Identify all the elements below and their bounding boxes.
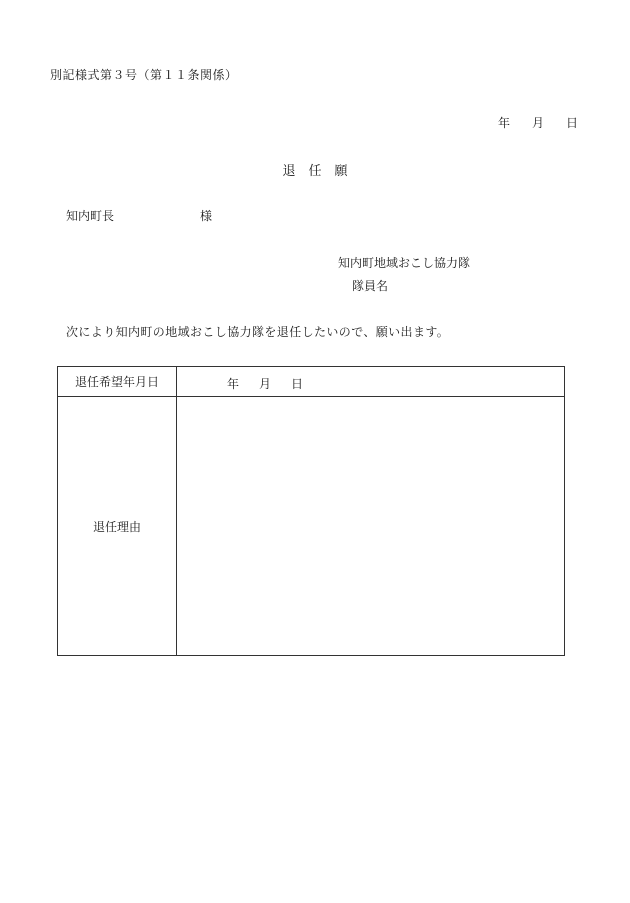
request-statement: 次により知内町の地域おこし協力隊を退任したいので、願い出ます。: [66, 325, 450, 339]
date-day-label: 日: [565, 116, 578, 130]
sender-member-name-label: 隊員名: [352, 279, 389, 293]
desired-day-label: 日: [291, 377, 304, 391]
desired-date-value: [227, 375, 303, 392]
desired-date-row: [58, 367, 564, 397]
desired-date-field[interactable]: [177, 367, 564, 396]
addressee-name: 知内町長: [66, 209, 115, 223]
desired-year-label: 年: [227, 377, 240, 391]
reason-label: 退任理由: [58, 397, 177, 655]
form-number: 別記様式第３号（第１１条関係）: [50, 68, 238, 82]
desired-date-label: 退任希望年月日: [58, 367, 177, 396]
desired-month-label: 月: [259, 377, 272, 391]
addressee-honorific: 様: [200, 209, 213, 223]
submission-date: [498, 114, 578, 131]
document-title: 退 任 願: [282, 164, 348, 179]
reason-field[interactable]: [177, 397, 564, 655]
addressee: [66, 207, 212, 224]
reason-row: [58, 397, 564, 655]
date-month-label: 月: [531, 116, 544, 130]
date-year-label: 年: [497, 116, 510, 130]
resignation-form-table: [57, 366, 565, 656]
sender-organization: 知内町地域おこし協力隊: [338, 256, 471, 270]
